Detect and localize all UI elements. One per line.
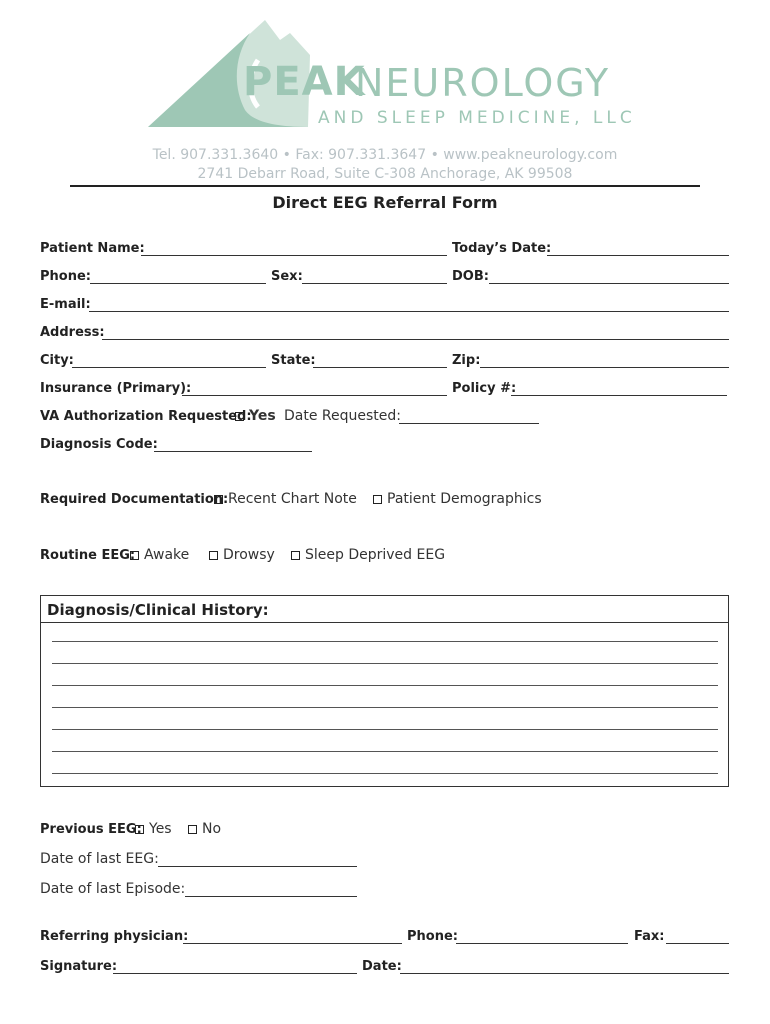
diagnosis-code-field[interactable] [154, 451, 312, 452]
checkbox-icon [130, 551, 139, 560]
patient-name-label: Patient Name: [40, 241, 145, 256]
address-field[interactable] [102, 339, 729, 340]
va-authorization-label: VA Authorization Requested: [40, 409, 252, 424]
history-line[interactable] [52, 751, 718, 752]
previous-eeg-no-checkbox[interactable] [188, 822, 221, 836]
referring-phone-label: Phone: [407, 929, 458, 944]
state-label: State: [271, 353, 316, 368]
insurance-field[interactable] [182, 395, 447, 396]
checkbox-icon [188, 825, 197, 834]
date-last-episode-label: Date of last Episode: [40, 881, 186, 897]
todays-date-field[interactable] [547, 255, 729, 256]
form-title: Direct EEG Referral Form [272, 193, 498, 212]
drowsy-label: Drowsy [223, 547, 275, 563]
contact-line-1: Tel. 907.331.3640 • Fax: 907.331.3647 • www.peakneurology.com [152, 147, 618, 163]
policy-field[interactable] [511, 395, 727, 396]
city-label: City: [40, 353, 74, 368]
insurance-label: Insurance (Primary): [40, 381, 192, 396]
sleep-deprived-label: Sleep Deprived EEG [305, 547, 446, 563]
va-yes-label: Yes [249, 408, 276, 424]
sleep-deprived-checkbox[interactable] [291, 548, 445, 562]
zip-label: Zip: [452, 353, 481, 368]
brand-subtitle: AND SLEEP MEDICINE, LLC [318, 108, 636, 128]
checkbox-icon [235, 412, 244, 421]
sex-label: Sex: [271, 269, 303, 284]
header-divider [70, 185, 700, 187]
diagnosis-code-label: Diagnosis Code: [40, 437, 158, 452]
required-docs-label: Required Documentation: [40, 492, 229, 507]
signature-field[interactable] [113, 973, 357, 974]
history-line[interactable] [52, 685, 718, 686]
phone-field[interactable] [90, 283, 266, 284]
recent-chart-note-checkbox[interactable] [214, 492, 357, 506]
signature-label: Signature: [40, 959, 118, 974]
referring-fax-label: Fax: [634, 929, 665, 944]
checkbox-icon [209, 551, 218, 560]
date-last-eeg-label: Date of last EEG: [40, 851, 159, 867]
brand-name-light: NEUROLOGY [355, 61, 611, 105]
checkbox-icon [214, 495, 223, 504]
contact-line-2: 2741 Debarr Road, Suite C-308 Anchorage, AK 99508 [197, 166, 573, 182]
previous-eeg-yes-checkbox[interactable] [135, 822, 172, 836]
sex-field[interactable] [302, 283, 447, 284]
checkbox-icon [373, 495, 382, 504]
va-yes-checkbox[interactable] [235, 409, 276, 423]
awake-checkbox[interactable] [130, 548, 189, 562]
recent-chart-note-label: Recent Chart Note [228, 491, 357, 507]
date-requested-field[interactable] [399, 423, 539, 424]
clinical-history-box [40, 595, 729, 787]
referring-fax-field[interactable] [666, 943, 729, 944]
patient-demographics-checkbox[interactable] [373, 492, 542, 506]
patient-name-field[interactable] [141, 255, 447, 256]
clinical-history-title: Diagnosis/Clinical History: [47, 601, 269, 619]
dob-label: DOB: [452, 269, 489, 284]
previous-eeg-no-label: No [202, 821, 222, 837]
date-last-eeg-field[interactable] [158, 866, 357, 867]
phone-label: Phone: [40, 269, 91, 284]
signature-date-label: Date: [362, 959, 402, 974]
history-line[interactable] [52, 641, 718, 642]
patient-demographics-label: Patient Demographics [387, 491, 542, 507]
history-line[interactable] [52, 663, 718, 664]
policy-label: Policy #: [452, 381, 517, 396]
state-field[interactable] [313, 367, 447, 368]
dob-field[interactable] [489, 283, 729, 284]
history-line[interactable] [52, 773, 718, 774]
checkbox-icon [135, 825, 144, 834]
zip-field[interactable] [480, 367, 729, 368]
referring-phone-field[interactable] [456, 943, 628, 944]
checkbox-icon [291, 551, 300, 560]
previous-eeg-yes-label: Yes [149, 821, 172, 837]
brand-name-bold: PEAK [243, 59, 366, 105]
email-label: E-mail: [40, 297, 91, 312]
referring-physician-label: Referring physician: [40, 929, 189, 944]
previous-eeg-label: Previous EEG: [40, 822, 142, 837]
date-requested-label: Date Requested: [284, 408, 401, 424]
city-field[interactable] [72, 367, 266, 368]
drowsy-checkbox[interactable] [209, 548, 275, 562]
address-label: Address: [40, 325, 105, 340]
clinical-history-header [41, 596, 728, 623]
signature-date-field[interactable] [400, 973, 729, 974]
date-last-episode-field[interactable] [185, 896, 357, 897]
awake-label: Awake [144, 547, 190, 563]
referring-physician-field[interactable] [183, 943, 402, 944]
history-line[interactable] [52, 707, 718, 708]
history-line[interactable] [52, 729, 718, 730]
todays-date-label: Today’s Date: [452, 241, 552, 256]
email-field[interactable] [89, 311, 729, 312]
routine-eeg-label: Routine EEG: [40, 548, 136, 563]
